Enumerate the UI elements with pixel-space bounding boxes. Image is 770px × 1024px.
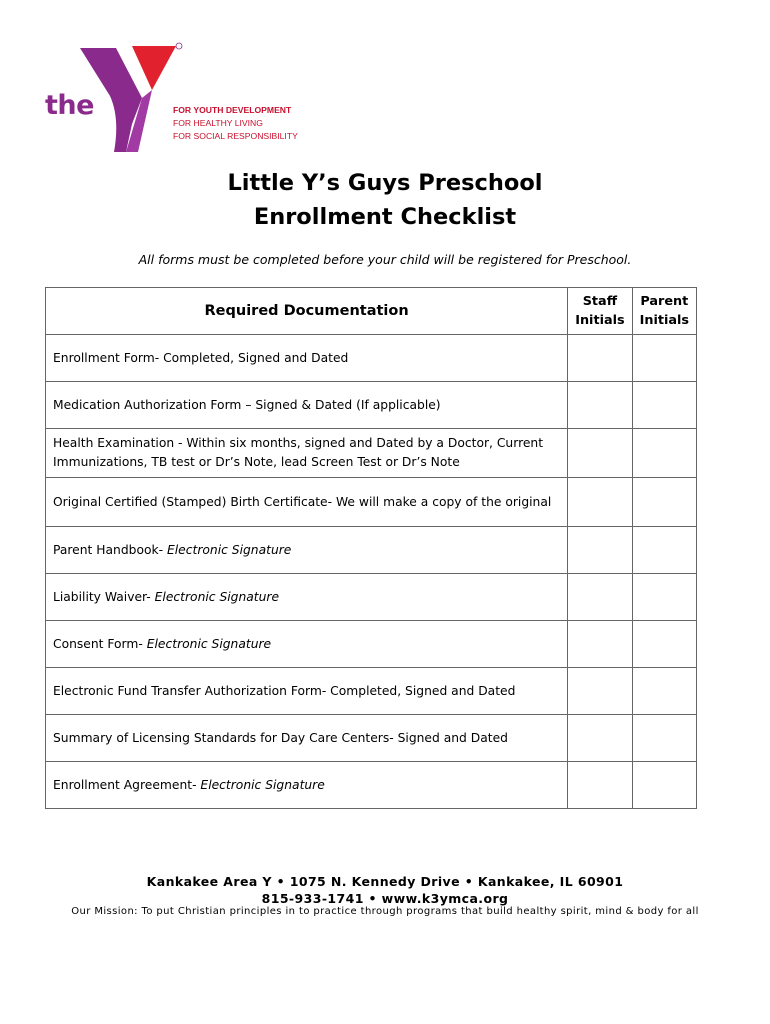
logo-the-text: the [45, 90, 94, 121]
header-parent-line1: Parent [640, 294, 689, 309]
parent-initials-cell[interactable] [632, 715, 696, 762]
parent-initials-cell[interactable] [632, 668, 696, 715]
header-staff-line2: Initials [575, 313, 625, 328]
staff-initials-cell[interactable] [568, 762, 632, 809]
staff-initials-cell[interactable] [568, 527, 632, 574]
staff-initials-cell[interactable] [568, 382, 632, 429]
logo-tagline [173, 104, 298, 143]
staff-initials-cell[interactable] [568, 668, 632, 715]
parent-initials-cell[interactable] [632, 762, 696, 809]
document-item-cell [46, 574, 568, 621]
document-item-cell [46, 527, 568, 574]
table-row [46, 335, 697, 382]
mission-statement: Our Mission: To put Christian principles in to practice through programs that build healthy spirit, mind & body for all [71, 906, 699, 917]
page-subtitle: All forms must be completed before your child will be registered for Preschool. [138, 252, 632, 267]
document-item-text: Medication Authorization Form – Signed & Dated (If applicable) [53, 397, 441, 412]
page-title-line2: Enrollment Checklist [253, 204, 517, 230]
document-item-signature-note: Electronic Signature [166, 542, 292, 557]
staff-initials-cell[interactable] [568, 621, 632, 668]
document-item-cell [46, 762, 568, 809]
parent-initials-cell[interactable] [632, 574, 696, 621]
document-item-signature-note: Electronic Signature [154, 589, 280, 604]
document-item-cell [46, 335, 568, 382]
document-item-cell [46, 621, 568, 668]
page-title-line1: Little Y’s Guys Preschool [227, 170, 543, 196]
parent-initials-cell[interactable] [632, 478, 696, 527]
ymca-wordmark: YMCA [152, 120, 175, 149]
document-item-text: Health Examination - Within six months, signed and Dated by a Doctor, Current Immunizations, TB test or Dr’s Note, lead Screen Test or Dr’s Note [53, 436, 544, 469]
staff-initials-cell[interactable] [568, 574, 632, 621]
parent-initials-cell[interactable] [632, 621, 696, 668]
tagline-social: FOR SOCIAL RESPONSIBILITY [173, 131, 298, 141]
staff-initials-cell[interactable] [568, 335, 632, 382]
footer-contact: 815-933-1741 • www.k3ymca.org [261, 891, 509, 906]
document-item-text: Summary of Licensing Standards for Day Care Centers- Signed and Dated [53, 730, 508, 745]
document-item-cell [46, 715, 568, 762]
table-row [46, 527, 697, 574]
document-item-text: Enrollment Form- Completed, Signed and Dated [53, 350, 349, 365]
ymca-logo [40, 40, 300, 160]
document-item-cell [46, 668, 568, 715]
document-item-cell [46, 382, 568, 429]
document-item-signature-note: Electronic Signature [146, 636, 272, 651]
document-item-text: Parent Handbook- [53, 542, 167, 557]
document-item-text: Enrollment Agreement- [53, 777, 201, 792]
table-row [46, 429, 697, 478]
parent-initials-cell[interactable] [632, 527, 696, 574]
tagline-healthy: FOR HEALTHY LIVING [173, 118, 263, 128]
parent-initials-cell[interactable] [632, 382, 696, 429]
table-row [46, 668, 697, 715]
parent-initials-cell[interactable] [632, 429, 696, 478]
table-row [46, 762, 697, 809]
document-item-cell [46, 478, 568, 527]
parent-initials-cell[interactable] [632, 335, 696, 382]
header-staff-initials [568, 288, 632, 335]
staff-initials-cell[interactable] [568, 429, 632, 478]
table-row [46, 478, 697, 527]
document-item-text: Liability Waiver- [53, 589, 155, 604]
staff-initials-cell[interactable] [568, 478, 632, 527]
header-staff-line1: Staff [582, 294, 618, 309]
document-item-cell [46, 429, 568, 478]
table-row [46, 621, 697, 668]
checklist-table [45, 287, 697, 809]
document-item-signature-note: Electronic Signature [200, 777, 325, 792]
document-item-text: Electronic Fund Transfer Authorization Form- Completed, Signed and Dated [53, 683, 516, 698]
table-row [46, 382, 697, 429]
header-required-documentation: Required Documentation [46, 288, 568, 335]
footer-address: Kankakee Area Y • 1075 N. Kennedy Drive • Kankakee, IL 60901 [146, 874, 624, 889]
header-parent-initials [632, 288, 696, 335]
header-parent-line2: Initials [639, 313, 689, 328]
document-item-text: Consent Form- [53, 636, 147, 651]
document-item-text: Original Certified (Stamped) Birth Certificate- We will make a copy of the original [53, 494, 552, 509]
table-row [46, 574, 697, 621]
table-row [46, 715, 697, 762]
table-header-row [46, 288, 697, 335]
tagline-youth: FOR YOUTH DEVELOPMENT [173, 105, 292, 115]
staff-initials-cell[interactable] [568, 715, 632, 762]
